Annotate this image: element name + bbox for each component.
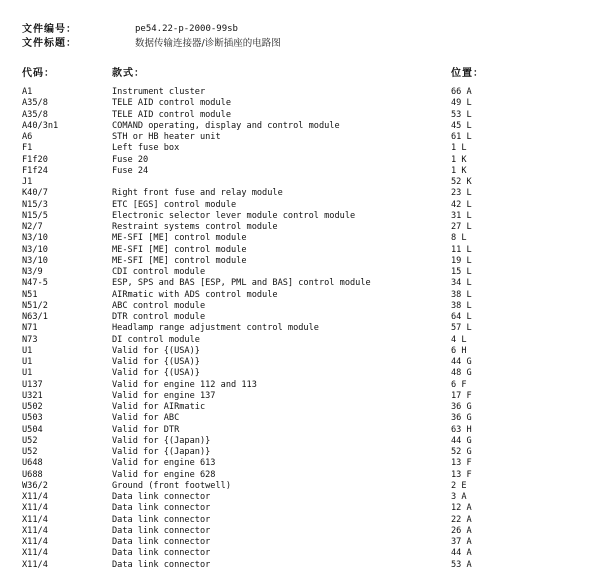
component-model-cell: Valid for engine 628 — [112, 469, 216, 480]
table-row — [0, 132, 602, 143]
component-model-cell: ABC control module — [112, 300, 206, 311]
component-model-cell: Headlamp range adjustment control module — [112, 323, 319, 334]
table-row — [0, 503, 602, 514]
component-position-cell: 38 L — [451, 300, 472, 311]
component-model-cell: Data link connector — [112, 537, 211, 547]
component-model-cell: Right front fuse and relay module — [112, 188, 283, 199]
component-code-cell: U52 — [22, 447, 38, 457]
component-code-cell: N47-5 — [22, 278, 48, 289]
component-model-cell: ME-SFI [ME] control module — [112, 244, 247, 255]
component-model-cell: ETC [EGS] control module — [112, 199, 237, 210]
table-row — [0, 222, 602, 233]
component-model-cell: DTR control module — [112, 312, 206, 322]
component-code-cell: N63/1 — [22, 312, 48, 322]
component-model-cell: Fuse 20 — [112, 154, 149, 165]
component-model-cell: TELE AID control module — [112, 109, 231, 120]
component-model-cell: Data link connector — [112, 492, 211, 502]
component-position-cell: 31 L — [451, 210, 472, 221]
component-position-cell: 66 A — [451, 87, 472, 97]
component-model-cell: Valid for {(USA)} — [112, 357, 200, 367]
table-row — [0, 87, 602, 98]
component-position-cell: 36 G — [451, 402, 472, 412]
component-position-cell: 52 G — [451, 447, 472, 457]
component-model-cell: Valid for DTR — [112, 424, 180, 435]
table-row — [0, 200, 602, 211]
table-row — [0, 391, 602, 402]
table-row — [0, 155, 602, 166]
component-code-cell: A40/3n1 — [22, 120, 59, 131]
document-number-label: 文件编号： — [22, 24, 77, 35]
component-model-cell: Valid for engine 112 and 113 — [112, 379, 257, 390]
component-code-cell: X11/4 — [22, 537, 48, 547]
component-code-cell: N3/9 — [22, 267, 43, 277]
component-position-cell: 57 L — [451, 323, 472, 334]
component-position-cell: 52 K — [451, 177, 472, 187]
table-row — [0, 413, 602, 424]
component-model-cell: DI control module — [112, 334, 200, 345]
component-code-cell: U52 — [22, 435, 38, 446]
component-code-cell: U321 — [22, 390, 43, 401]
component-code-cell: K40/7 — [22, 188, 48, 199]
component-model-cell: Data link connector — [112, 503, 211, 514]
component-code-cell: F1f24 — [22, 165, 48, 176]
table-row — [0, 458, 602, 469]
component-code-cell: W36/2 — [22, 480, 48, 491]
component-code-cell: X11/4 — [22, 559, 48, 570]
component-code-cell: A1 — [22, 87, 33, 97]
column-header-position: 位置： — [451, 68, 484, 79]
component-code-cell: F1f20 — [22, 154, 48, 165]
table-row — [0, 245, 602, 256]
table-row — [0, 143, 602, 154]
component-model-cell: Valid for AIRmatic — [112, 402, 206, 412]
component-position-cell: 37 A — [451, 537, 472, 547]
component-position-cell: 12 A — [451, 503, 472, 514]
table-row — [0, 121, 602, 132]
table-row — [0, 560, 602, 571]
component-code-cell: U502 — [22, 402, 43, 412]
component-code-cell: N51/2 — [22, 300, 48, 311]
component-code-cell: U504 — [22, 424, 43, 435]
component-position-cell: 2 E — [451, 480, 467, 491]
table-row — [0, 312, 602, 323]
component-model-cell: COMAND operating, display and control module — [112, 120, 340, 131]
component-position-cell: 11 L — [451, 244, 472, 255]
component-position-cell: 42 L — [451, 199, 472, 210]
document-title-label: 文件标题： — [22, 38, 77, 49]
component-position-cell: 13 F — [451, 458, 472, 469]
component-code-cell: N3/10 — [22, 255, 48, 266]
table-row — [0, 323, 602, 334]
component-position-cell: 49 L — [451, 98, 472, 109]
component-position-cell: 3 A — [451, 492, 467, 502]
document-title-value: 数据传输连接器/诊断插座的电路图 — [135, 38, 281, 49]
component-position-cell: 4 L — [451, 334, 467, 345]
component-code-cell: U1 — [22, 368, 33, 379]
component-position-cell: 44 A — [451, 548, 472, 559]
component-position-cell: 63 H — [451, 424, 472, 435]
component-position-cell: 13 F — [451, 469, 472, 480]
component-position-cell: 1 K — [451, 154, 467, 165]
component-code-cell: N71 — [22, 323, 38, 334]
component-model-cell: AIRmatic with ADS control module — [112, 289, 278, 300]
table-row — [0, 290, 602, 301]
table-row — [0, 278, 602, 289]
component-position-cell: 61 L — [451, 132, 472, 142]
table-row — [0, 526, 602, 537]
component-model-cell: Valid for engine 137 — [112, 390, 216, 401]
component-code-cell: U1 — [22, 357, 33, 367]
component-model-cell: Valid for {(Japan)} — [112, 435, 211, 446]
component-code-cell: X11/4 — [22, 492, 48, 502]
component-model-cell: Electronic selector lever module control module — [112, 210, 356, 221]
table-row — [0, 110, 602, 121]
table-row — [0, 166, 602, 177]
component-model-cell: Restraint systems control module — [112, 222, 278, 232]
component-position-cell: 44 G — [451, 357, 472, 367]
component-code-cell: X11/4 — [22, 525, 48, 536]
table-row — [0, 447, 602, 458]
table-row — [0, 346, 602, 357]
component-code-cell: N2/7 — [22, 222, 43, 232]
table-row — [0, 301, 602, 312]
column-header-model: 款式： — [112, 68, 145, 79]
component-position-cell: 19 L — [451, 255, 472, 266]
table-row — [0, 380, 602, 391]
component-position-cell: 44 G — [451, 435, 472, 446]
component-model-cell: STH or HB heater unit — [112, 132, 221, 142]
table-row — [0, 470, 602, 481]
table-row — [0, 436, 602, 447]
table-row — [0, 211, 602, 222]
component-position-cell: 1 L — [451, 143, 467, 154]
component-position-cell: 64 L — [451, 312, 472, 322]
table-row — [0, 492, 602, 503]
component-position-cell: 38 L — [451, 289, 472, 300]
component-model-cell: Data link connector — [112, 525, 211, 536]
component-code-cell: A35/8 — [22, 109, 48, 120]
component-model-cell: Left fuse box — [112, 143, 180, 154]
component-position-cell: 17 F — [451, 390, 472, 401]
component-table — [0, 87, 602, 571]
component-code-cell: N3/10 — [22, 233, 48, 244]
table-row — [0, 335, 602, 346]
component-position-cell: 22 A — [451, 514, 472, 525]
component-code-cell: A6 — [22, 132, 33, 142]
table-row — [0, 188, 602, 199]
component-code-cell: X11/4 — [22, 503, 48, 514]
table-row — [0, 515, 602, 526]
component-code-cell: N51 — [22, 289, 38, 300]
component-model-cell: Valid for {(USA)} — [112, 345, 200, 356]
component-model-cell: TELE AID control module — [112, 98, 231, 109]
component-position-cell: 53 A — [451, 559, 472, 570]
component-position-cell: 15 L — [451, 267, 472, 277]
component-code-cell: U137 — [22, 379, 43, 390]
table-row — [0, 368, 602, 379]
document-number-value: pe54.22-p-2000-99sb — [135, 24, 238, 34]
component-code-cell: N15/3 — [22, 199, 48, 210]
table-row — [0, 425, 602, 436]
component-position-cell: 27 L — [451, 222, 472, 232]
component-model-cell: Data link connector — [112, 548, 211, 559]
component-model-cell: ESP, SPS and BAS [ESP, PML and BAS] control module — [112, 278, 371, 289]
component-position-cell: 8 L — [451, 233, 467, 244]
component-model-cell: CDI control module — [112, 267, 206, 277]
component-code-cell: X11/4 — [22, 514, 48, 525]
component-model-cell: Instrument cluster — [112, 87, 206, 97]
component-model-cell: Valid for ABC — [112, 413, 180, 424]
table-row — [0, 233, 602, 244]
component-model-cell: Valid for {(USA)} — [112, 368, 200, 379]
component-position-cell: 36 G — [451, 413, 472, 424]
component-code-cell: N3/10 — [22, 244, 48, 255]
component-model-cell: ME-SFI [ME] control module — [112, 255, 247, 266]
component-position-cell: 45 L — [451, 120, 472, 131]
component-model-cell: Data link connector — [112, 514, 211, 525]
component-position-cell: 6 F — [451, 379, 467, 390]
component-code-cell: U1 — [22, 345, 33, 356]
component-code-cell: U688 — [22, 469, 43, 480]
component-position-cell: 1 K — [451, 165, 467, 176]
column-header-code: 代码： — [22, 68, 55, 79]
component-model-cell: Valid for {(Japan)} — [112, 447, 211, 457]
component-code-cell: U503 — [22, 413, 43, 424]
table-row — [0, 357, 602, 368]
component-code-cell: N73 — [22, 334, 38, 345]
component-model-cell: Valid for engine 613 — [112, 458, 216, 469]
component-model-cell: Fuse 24 — [112, 165, 149, 176]
table-row — [0, 548, 602, 559]
component-code-cell: F1 — [22, 143, 33, 154]
component-position-cell: 53 L — [451, 109, 472, 120]
component-model-cell: Ground (front footwell) — [112, 480, 231, 491]
component-model-cell: ME-SFI [ME] control module — [112, 233, 247, 244]
component-position-cell: 23 L — [451, 188, 472, 199]
component-code-cell: U648 — [22, 458, 43, 469]
component-position-cell: 26 A — [451, 525, 472, 536]
component-code-cell: X11/4 — [22, 548, 48, 559]
table-row — [0, 177, 602, 188]
table-row — [0, 537, 602, 548]
table-row — [0, 256, 602, 267]
component-code-cell: N15/5 — [22, 210, 48, 221]
table-row — [0, 481, 602, 492]
component-code-cell: A35/8 — [22, 98, 48, 109]
component-position-cell: 48 G — [451, 368, 472, 379]
component-position-cell: 34 L — [451, 278, 472, 289]
component-model-cell: Data link connector — [112, 559, 211, 570]
table-row — [0, 267, 602, 278]
table-row — [0, 98, 602, 109]
component-code-cell: J1 — [22, 177, 33, 187]
table-row — [0, 402, 602, 413]
component-position-cell: 6 H — [451, 345, 467, 356]
